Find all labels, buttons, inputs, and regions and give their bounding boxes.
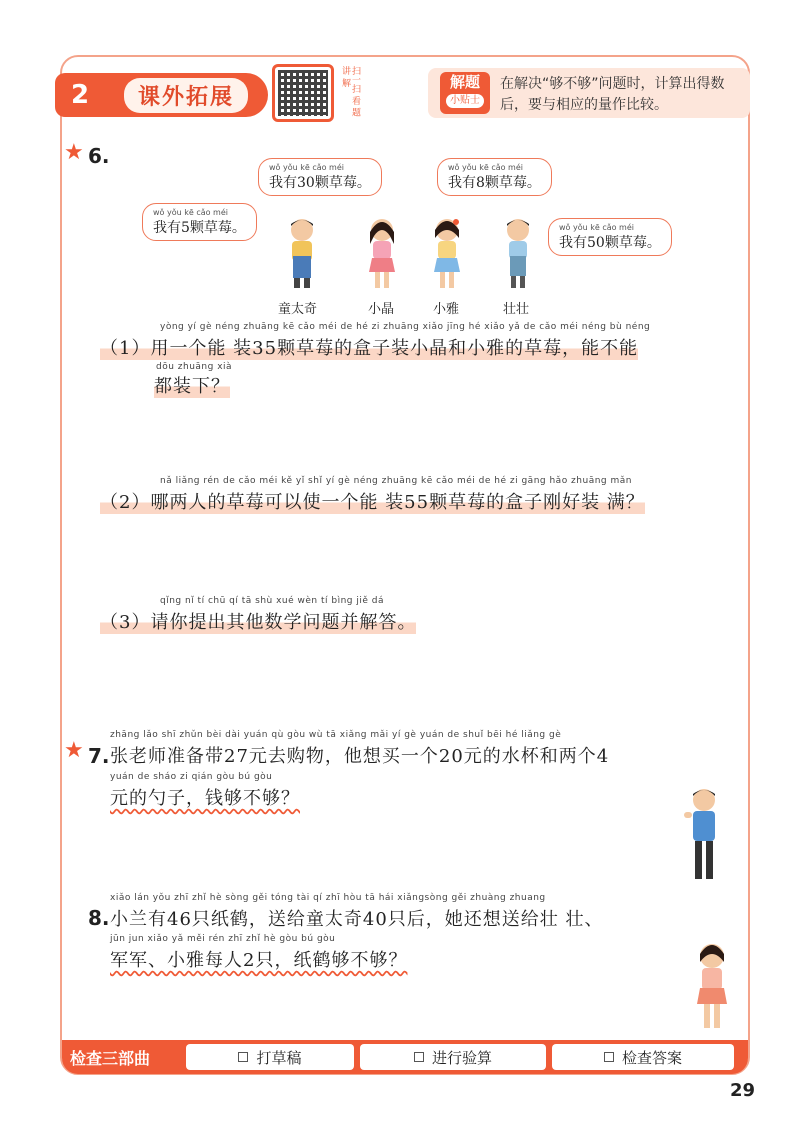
check-item-label: 打草稿 [256,1048,302,1067]
question-6-part-2: （2）哪两人的草莓可以使一个能 装55颗草莓的盒子刚好装 满？ [100,488,645,514]
kid-name-xiaojing: 小晶 [368,302,395,317]
question-6-part-1-cont: 都装下？ [154,372,230,398]
girl-figure-icon [364,216,400,292]
pinyin-line: jūn jun xiǎo yǎ měi rén zhī zhǐ hè gòu bú gòu [110,934,336,944]
girl-figure-icon [690,940,734,1034]
check-item-answer[interactable] [552,1044,734,1070]
pinyin-line: qǐng nǐ tí chū qí tā shù xué wèn tí bìng jiě dá [160,596,385,606]
question-8-number: 8. [88,906,110,930]
bubble-pinyin: wǒ yǒu kē cǎo méi [559,223,634,232]
page-number: 29 [730,1080,756,1101]
checkbox-icon[interactable] [238,1052,248,1062]
checkbox-icon[interactable] [604,1052,614,1062]
pinyin-line: xiǎo lán yǒu zhī zhǐ hè sòng gěi tóng tài qí zhī hòu tā hái xiǎngsòng gěi zhuàng zhuang [110,893,546,903]
star-icon: ★ [64,738,84,763]
tip-text: 在解决“够不够”问题时，计算出得数后，要与相应的量作比较。 [500,76,725,113]
check-item-label: 进行验算 [431,1048,492,1067]
question-6-part-3: （3）请你提出其他数学问题并解答。 [100,608,416,634]
bubble-text: 我有8颗草莓。 [448,175,541,191]
check-item-label: 检查答案 [621,1048,682,1067]
scan-hint: 扫一扫 看 题 讲 解 [340,66,360,117]
teacher-figure-icon [682,786,726,886]
section-title-banner [104,73,268,117]
star-icon: ★ [64,140,84,165]
pinyin-line: nǎ liǎng rén de cǎo méi kě yǐ shǐ yí gè néng zhuāng kē cǎo méi de hé zi gāng hǎo zhuāng mǎn [160,476,632,486]
section-title: 课外拓展 [124,78,248,113]
checkbox-icon[interactable] [414,1052,424,1062]
girl-figure-icon [429,216,465,292]
section-number: 2 [55,73,105,117]
question-6-part-1: （1）用一个能 装35颗草莓的盒子装小晶和小雅的草莓，能不能 [100,334,638,360]
speech-bubble-xiaojing [142,203,257,241]
qr-code-icon[interactable] [272,64,334,122]
speech-bubble-zhuangzhuang [548,218,672,256]
kid-name-xiaoya: 小雅 [433,302,460,317]
bubble-text: 我有5颗草莓。 [153,220,246,236]
question-7-text: 张老师准备带27元去购物，他想买一个20元的水杯和两个4 [110,746,610,767]
tip-label-sub: 小贴士 [446,94,484,108]
boy-figure-icon [500,216,536,292]
question-7-number: 7. [88,744,110,768]
tip-label-main: 解题 [449,73,480,91]
kid-name-tongtaiqi: 童太奇 [278,302,318,317]
bubble-text: 我有50颗草莓。 [559,235,661,251]
check-item-draft[interactable] [186,1044,354,1070]
speech-bubble-xiaoya [437,158,552,196]
pinyin-line: dōu zhuāng xià [156,362,233,372]
question-8-text-cont: 军军、小雅每人2只，纸鹤够不够？ [110,950,408,971]
bubble-pinyin: wǒ yǒu kē cǎo méi [269,163,344,172]
bubble-pinyin: wǒ yǒu kē cǎo méi [448,163,523,172]
pinyin-line: yòng yí gè néng zhuāng kē cǎo méi de hé zi zhuāng xiǎo jīng hé xiǎo yǎ de cǎo méi néng bù néng [160,322,651,332]
footer-title: 检查三部曲 [70,1049,151,1068]
bubble-pinyin: wǒ yǒu kē cǎo méi [153,208,228,217]
speech-bubble-tongtaiqi [258,158,382,196]
check-item-verify[interactable] [360,1044,546,1070]
pinyin-line: yuán de sháo zi qián gòu bú gòu [110,772,273,782]
tip-label [440,72,490,114]
question-8-text: 小兰有46只纸鹤，送给童太奇40只后，她还想送给壮 壮、 [110,909,604,930]
question-6-number: 6. [88,144,110,168]
question-7-text-cont: 元的勺子，钱够不够？ [110,788,300,809]
pinyin-line: zhāng lǎo shī zhǔn bèi dài yuán qù gòu wù tā xiǎng mǎi yí gè yuán de shuǐ bēi hé liǎng gè [110,730,562,740]
kid-name-zhuangzhuang: 壮壮 [503,302,530,317]
boy-figure-icon [282,216,322,292]
bubble-text: 我有30颗草莓。 [269,175,371,191]
